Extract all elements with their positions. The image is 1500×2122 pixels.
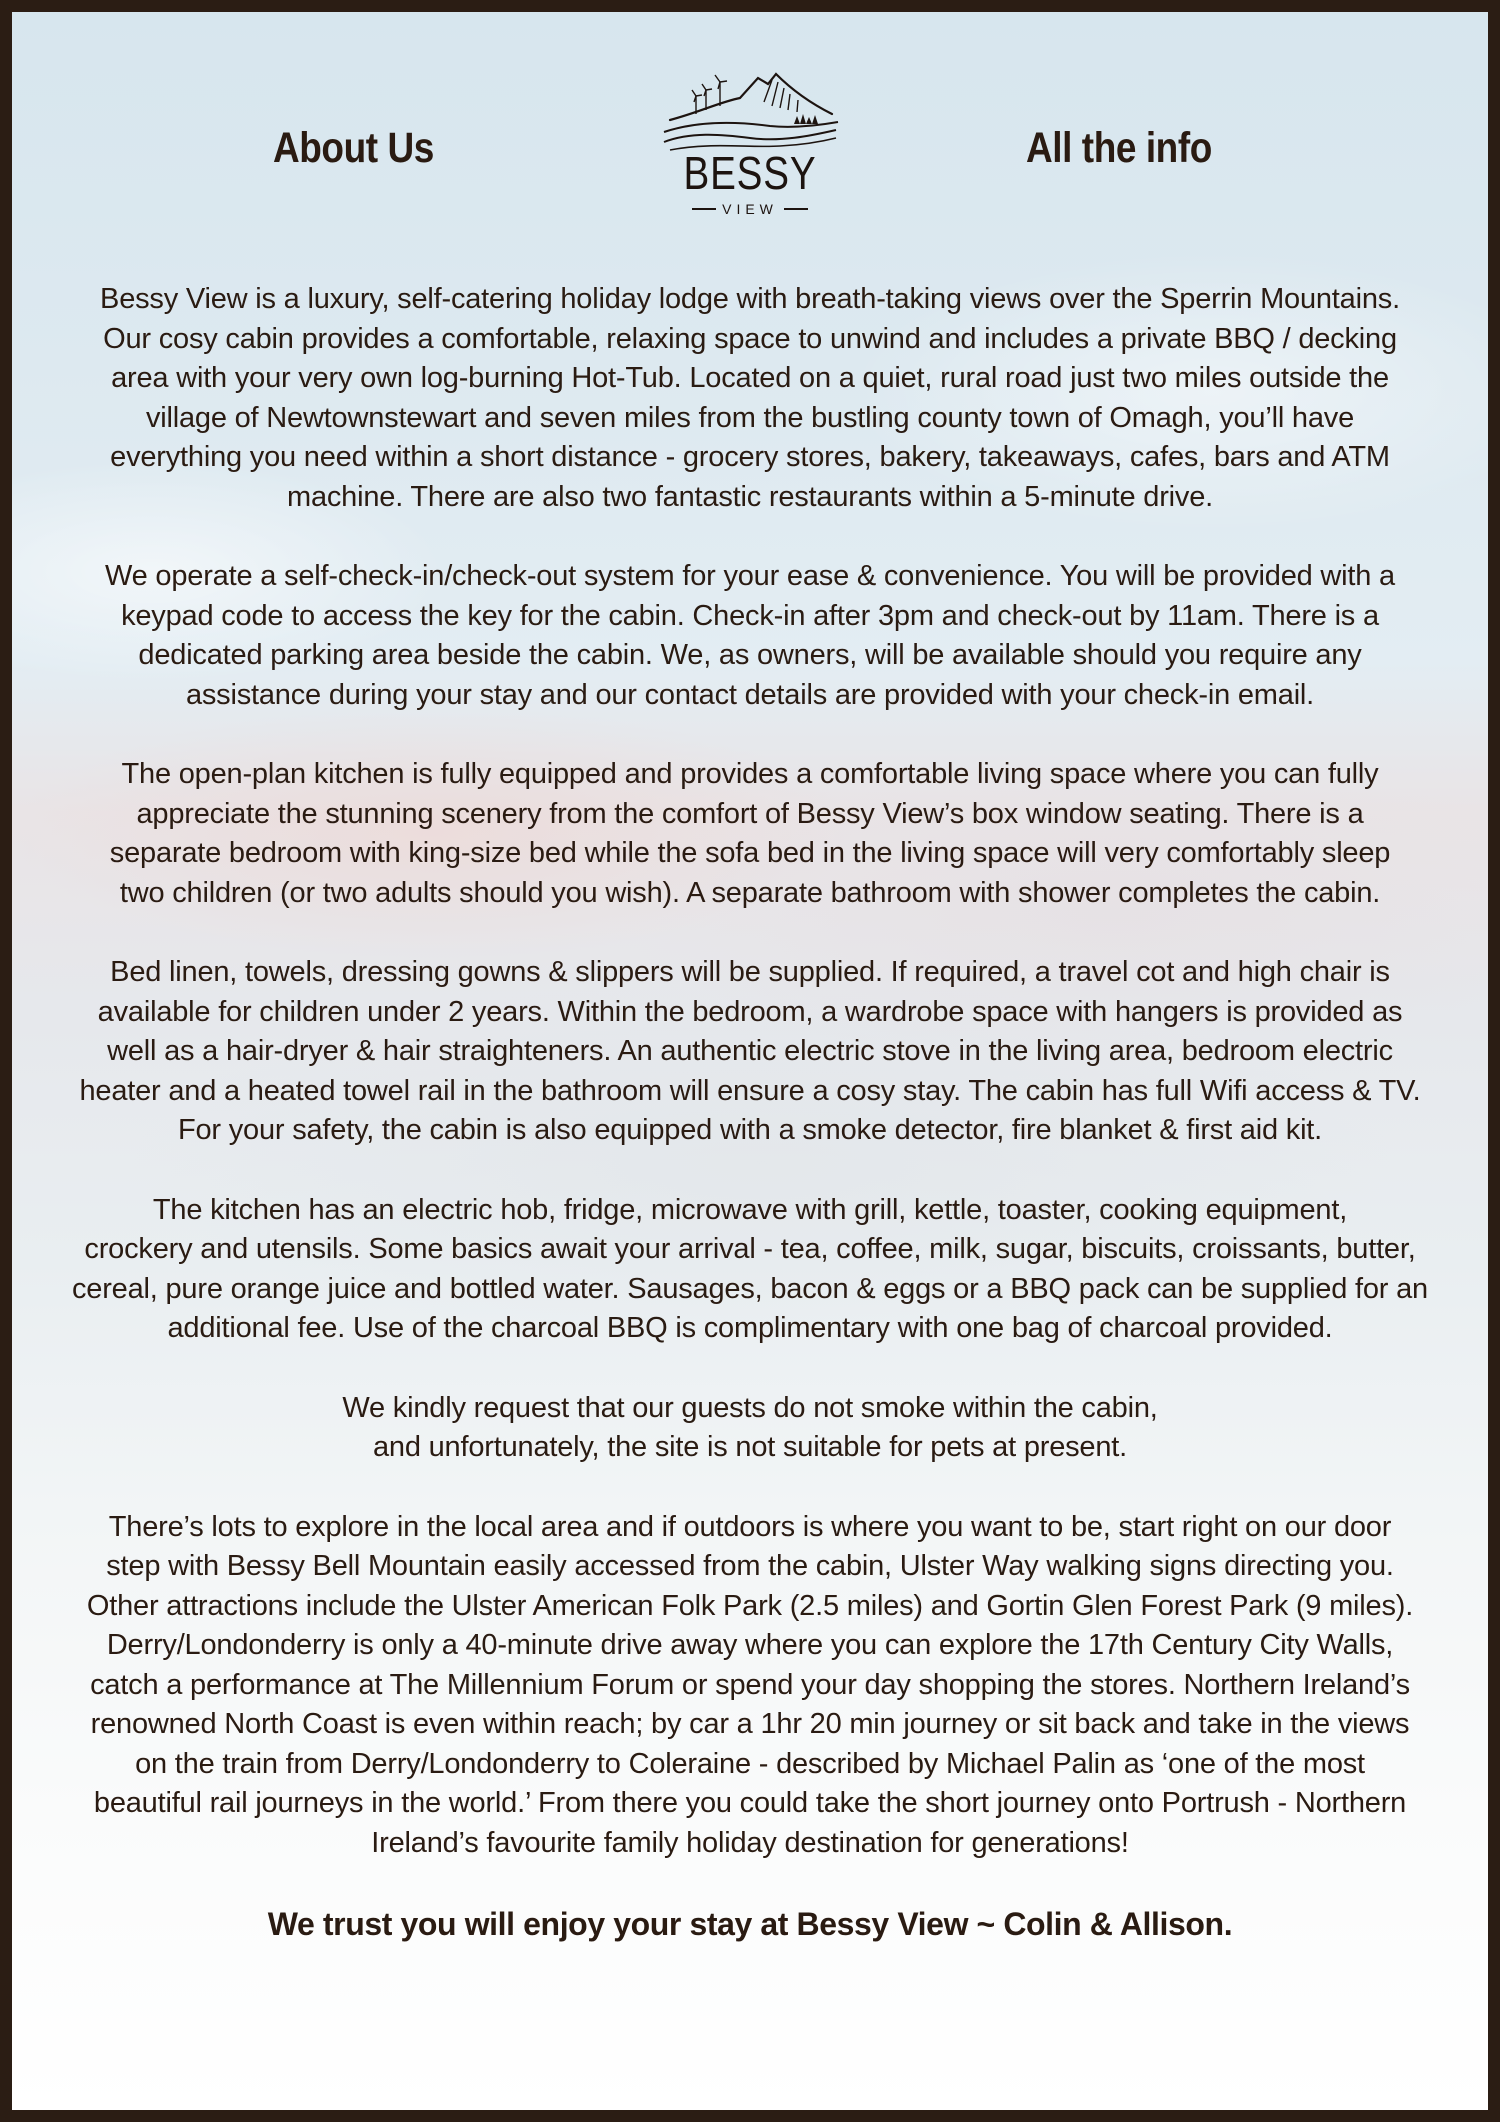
amenities-paragraph: Bed linen, towels, dressing gowns & slippers will be supplied. If required, a travel cot and high chair is available for children under 2 years. Within the bedroom, a wardrobe space with hangers is provided as well as a hair-dryer & hair straighteners. An authentic electric stove in the living area, bedroom electric heater and a heated towel rail in the bathroom will ensure a cosy stay. The cabin has full Wifi access & TV. For your safety, the cabin is also equipped with a smoke detector, fire blanket & first aid kit. bbox=[79, 956, 1421, 1146]
all-the-info-link[interactable]: All the info bbox=[1026, 124, 1212, 172]
about-us-link[interactable]: About Us bbox=[273, 124, 434, 172]
closing-signature: We trust you will enjoy your stay at Bessy View ~ Colin & Allison. bbox=[267, 1906, 1233, 1942]
mountain-logo-icon bbox=[660, 62, 840, 152]
house-rules-paragraph: We kindly request that our guests do not smoke within the cabin, and unfortunately, the site is not suitable for pets at present. bbox=[342, 1391, 1158, 1463]
kitchen-equipment-paragraph: The kitchen has an electric hob, fridge, microwave with grill, kettle, toaster, cooking equipment, crockery and utensils. Some basics await your arrival - tea, coffee, milk, sugar, biscuits, croissants, butter, cereal, pure orange juice and bottled water. Sausages, bacon & eggs or a BBQ pack can be supplied for an additional fee. Use of the charcoal BBQ is complimentary with one bag of charcoal provided. bbox=[72, 1193, 1428, 1344]
logo-subtitle: VIEW bbox=[660, 202, 840, 216]
main-content bbox=[48, 280, 1452, 1945]
kitchen-living-paragraph: The open-plan kitchen is fully equipped and provides a comfortable living space where you can fully appreciate the stunning scenery from the comfort of Bessy View’s box window seating. There is a separate bedroom with king-size bed while the sofa bed in the living space will very comfortably sleep two children (or two adults should you wish). A separate bathroom with shower completes the cabin. bbox=[109, 758, 1391, 909]
header bbox=[12, 12, 1488, 242]
logo-name: BESSY bbox=[683, 147, 817, 199]
page bbox=[12, 12, 1488, 2110]
local-area-paragraph: There’s lots to explore in the local area and if outdoors is where you want to be, start right on our door step with Bessy Bell Mountain easily accessed from the cabin, Ulster Way walking signs directing you. Other attractions include the Ulster American Folk Park (2.5 miles) and Gortin Glen Forest Park (9 miles). Derry/Londonderry is only a 40-minute drive away where you can explore the 17th Century City Walls, catch a performance at The Millennium Forum or spend your day shopping the stores. Northern Ireland’s renowned North Coast is even within reach; by car a 1hr 20 min journey or sit back and take in the views on the train from Derry/Londonderry to Coleraine - described by Michael Palin as ‘one of the most beautiful rail journeys in the world.’ From there you could take the short journey onto Portrush - Northern Ireland’s favourite family holiday destination for generations! bbox=[86, 1510, 1414, 1859]
check-in-paragraph: We operate a self-check-in/check-out system for your ease & convenience. You will be provided with a keypad code to access the key for the cabin. Check-in after 3pm and check-out by 11am. There is a dedicated parking area beside the cabin. We, as owners, will be available should you require any assistance during your stay and our contact details are provided with your check-in email. bbox=[105, 560, 1395, 711]
intro-paragraph: Bessy View is a luxury, self-catering holiday lodge with breath-taking views over the Sperrin Mountains. Our cosy cabin provides a comfortable, relaxing space to unwind and includes a private BBQ / decking area with your very own log-burning Hot-Tub. Located on a quiet, rural road just two miles outside the village of Newtownstewart and seven miles from the bustling county town of Omagh, you’ll have everything you need within a short distance - grocery stores, bakery, takeaways, cafes, bars and ATM machine. There are also two fantastic restaurants within a 5-minute drive. bbox=[100, 283, 1400, 513]
logo[interactable] bbox=[660, 62, 840, 222]
